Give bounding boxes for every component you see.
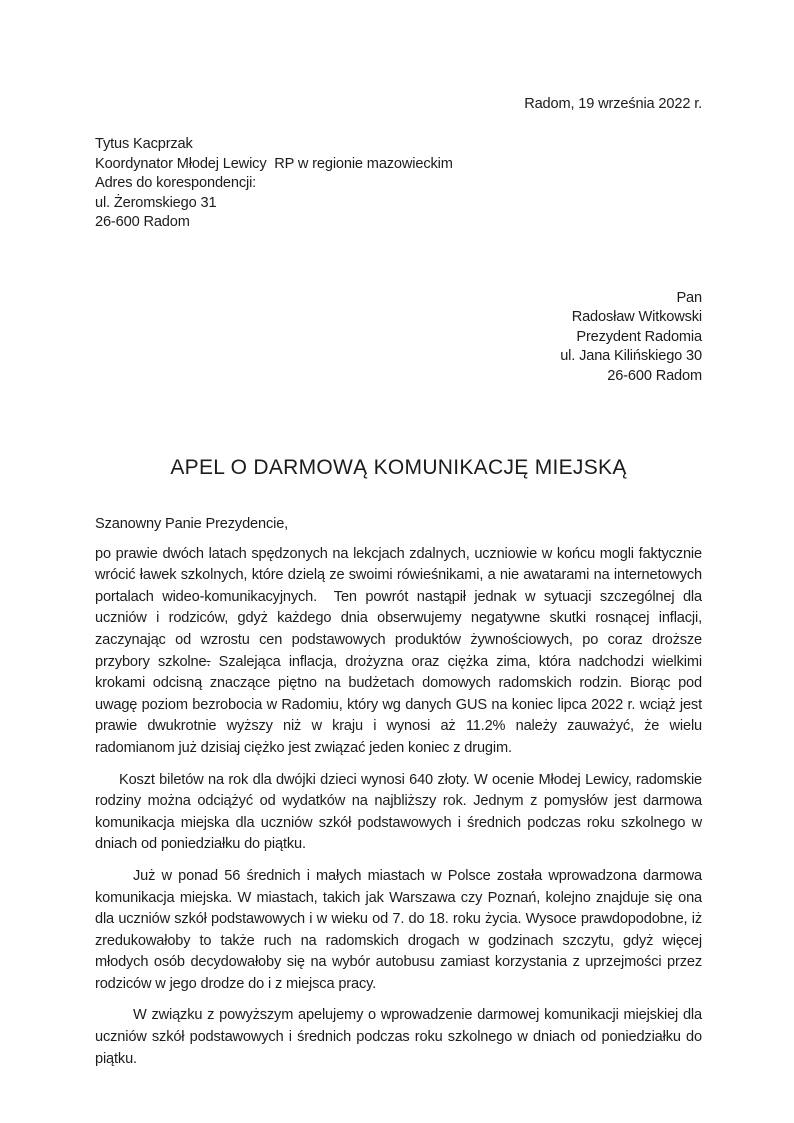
sender-address-label: Adres do korespondencji: (95, 175, 257, 191)
sender-role: Koordynator Młodej Lewicy RP w regionie mazowieckim (95, 155, 453, 172)
recipient-name: Radosław Witkowski (571, 309, 702, 325)
recipient-honorific: Pan (676, 289, 702, 306)
body-paragraph-4: W związku z powyższym apelujemy o wprowadzenie darmowej komunikacji miejskiej dla uczniów szkół podstawowych i średnich podczas roku szkolnego w dniach od poniedziałku do piątku. (95, 1007, 706, 1067)
body-paragraph-1 (95, 544, 706, 760)
recipient-block (95, 289, 702, 387)
salutation: Szanowny Panie Prezydencie, (95, 516, 289, 532)
letter-body (95, 544, 706, 1071)
sender-city: 26-600 Radom (95, 214, 190, 230)
recipient-street: ul. Jana Kilińskiego 30 (560, 348, 702, 364)
letter-date: Radom, 19 września 2022 r. (524, 96, 702, 112)
body-paragraph-2: Koszt biletów na rok dla dwójki dzieci wynosi 640 złoty. W ocenie Młodej Lewicy, radomskie rodziny można odciążyć od wydatków na najbliższy rok. Jednym z pomysłów jest darmowa komunikacja miejska dla uczniów szkół podstawowych i średnich podczas roku szkolnego w dniach od poniedziałku do piątku. (95, 771, 706, 853)
sender-block (95, 135, 702, 233)
sender-name: Tytus Kacprzak (95, 136, 193, 152)
struck-period: . (206, 653, 211, 670)
letter-title: APEL O DARMOWĄ KOMUNIKACJĘ MIEJSKĄ (170, 456, 627, 479)
paragraph-1-text-after-strike: Szalejąca inflacja, drożyzna oraz ciężka zima, która nadchodzi wielkimi krokami odcisną znaczące piętno na budżetach domowych radomskich rodzin. Biorąc pod uwagę poziom bezrobocia w Radomiu, który wg danych GUS na koniec lipca 2022 r. wciąż jest prawie dwukrotnie wyższy niż w kraju i wynosi aż 11.2% należy zauważyć, że wielu radomianom już dzisiaj ciężko jest związać jeden koniec z drugim. (95, 653, 706, 756)
body-paragraph-3: Już w ponad 56 średnich i małych miastach w Polsce została wprowadzona darmowa komunikacja miejska. W miastach, takich jak Warszawa czy Poznań, kolejno znajduje się ona dla uczniów szkół podstawowych i w wieku od 7. do 18. roku życia. Wysoce prawdopodobne, iż zredukowałoby to także ruch na radomskich drogach w godzinach szczytu, gdyż więcej młodych osób decydowałoby się na wybór autobusu zamiast korzystania z uprzejmości przez rodziców w jego drodze do i z miejsca pracy. (95, 867, 706, 992)
recipient-role: Prezydent Radomia (576, 328, 702, 345)
recipient-city: 26-600 Radom (607, 367, 702, 384)
sender-street: ul. Żeromskiego 31 (95, 194, 217, 211)
paragraph-1-text-before-strike: po prawie dwóch latach spędzonych na lekcjach zdalnych, uczniowie w końcu mogli faktycznie wrócić ławek szkolnych, które dzielą ze swoimi rówieśnikami, a nie awatarami na internetowych portalach wideo-komunikacyjnych. Ten powrót nastąpił jednak w sytuacji szczególnej dla uczniów i rodziców, gdyż każdego dnia obserwujemy negatywne skutki rosnącej inflacji, zaczynając od wzrostu cen podstawowych produktów żywnościowych, po coraz droższe przybory szkolne (95, 545, 706, 670)
